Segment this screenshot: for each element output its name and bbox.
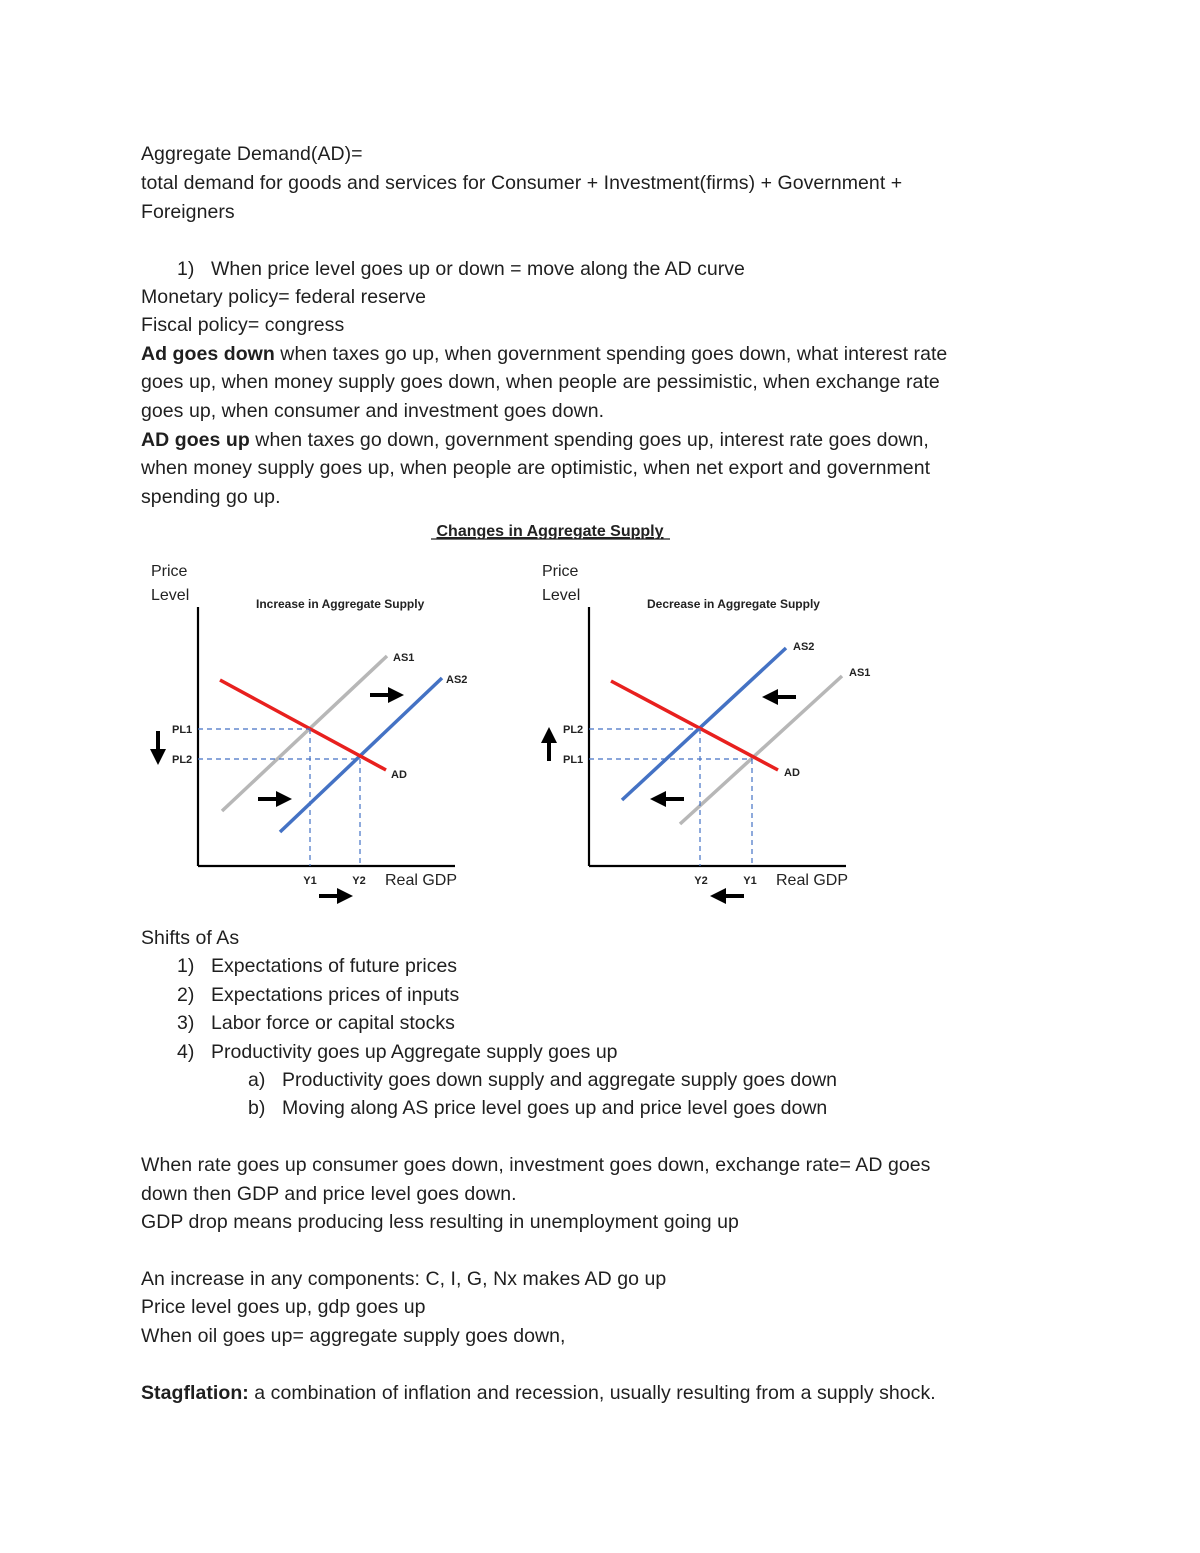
ad-down-heading: Ad goes down (141, 343, 275, 365)
stagflation-text: a combination of inflation and recession, usually resulting from a supply shock. (248, 1382, 936, 1404)
stagflation-line (141, 1379, 936, 1408)
shifts-number: 3) (177, 1012, 195, 1034)
right-as2-label: AS2 (793, 641, 815, 653)
ad-up-line-2: when money supply goes up, when people are optimistic, when net export and government (141, 457, 931, 479)
monetary-policy-line: Monetary policy= federal reserve (141, 286, 427, 308)
right-subtitle: Decrease in Aggregate Supply (647, 597, 820, 611)
left-pl-bottom-label: PL2 (172, 754, 193, 766)
right-ad-curve (611, 681, 778, 770)
shifts-sub-item: Moving along AS price level goes up and price level goes down (282, 1097, 828, 1119)
right-as1-curve (680, 676, 842, 824)
decrease-supply-diagram (542, 563, 870, 896)
intro-line-3: Foreigners (141, 201, 235, 223)
left-as1-label: AS1 (393, 652, 415, 664)
rate-line-2: down then GDP and price level goes down. (141, 1183, 517, 1205)
right-y-right-label: Y1 (743, 875, 757, 887)
components-line-1: An increase in any components: C, I, G, Nx makes AD go up (141, 1268, 667, 1290)
shifts-number: 1) (177, 955, 195, 977)
list-item: When price level goes up or down = move along the AD curve (211, 258, 745, 280)
rate-line-1: When rate goes up consumer goes down, investment goes down, exchange rate= AD goes (141, 1154, 931, 1176)
shifts-item: Productivity goes up Aggregate supply goes up (211, 1041, 618, 1063)
ad-down-text: when taxes go up, when government spending goes down, what interest rate (274, 343, 948, 365)
left-subtitle: Increase in Aggregate Supply (256, 597, 425, 611)
intro-line-2: total demand for goods and services for Consumer + Investment(firms) + Government + (141, 172, 903, 194)
right-as2-curve (622, 648, 786, 800)
right-ylabel-price: Price (542, 563, 579, 580)
shifts-item: Expectations of future prices (211, 955, 458, 977)
fiscal-policy-line: Fiscal policy= congress (141, 314, 345, 336)
intro-line-1: Aggregate Demand(AD)= (141, 143, 363, 165)
ad-up-line-1 (141, 426, 929, 455)
ad-down-line-1 (141, 340, 947, 369)
shifts-sub-item: Productivity goes down supply and aggregate supply goes down (282, 1069, 838, 1091)
left-ad-curve (220, 680, 386, 770)
aggregate-supply-diagrams (130, 512, 890, 912)
stagflation-heading: Stagflation: (141, 1382, 249, 1404)
components-line-2: Price level goes up, gdp goes up (141, 1296, 426, 1318)
left-as1-curve (222, 656, 387, 811)
right-y-left-label: Y2 (694, 875, 708, 887)
right-xlabel: Real GDP (776, 872, 849, 889)
right-pl-top-label: PL2 (563, 724, 584, 736)
ad-up-line-3: spending go up. (141, 486, 281, 508)
right-as1-label: AS1 (849, 667, 871, 679)
left-ylabel-price: Price (151, 563, 188, 580)
figure-title: Changes in Aggregate Supply (436, 523, 664, 540)
left-ylabel-level: Level (151, 587, 190, 604)
right-ylabel-level: Level (542, 587, 581, 604)
left-pl-top-label: PL1 (172, 724, 193, 736)
left-y-left-label: Y1 (303, 875, 317, 887)
shifts-number: 2) (177, 984, 195, 1006)
list-number: 1) (177, 258, 195, 280)
increase-supply-diagram (151, 563, 467, 896)
ad-up-text: when taxes go down, government spending goes up, interest rate goes down, (249, 429, 929, 451)
left-xlabel: Real GDP (385, 872, 458, 889)
shifts-title: Shifts of As (141, 927, 240, 949)
aggregate-supply-figure (130, 512, 890, 912)
right-ad-label: AD (784, 767, 800, 779)
components-line-3: When oil goes up= aggregate supply goes down, (141, 1325, 566, 1347)
shifts-item: Labor force or capital stocks (211, 1012, 455, 1034)
ad-up-heading: AD goes up (141, 429, 250, 451)
left-y-right-label: Y2 (352, 875, 366, 887)
shifts-sub-letter: a) (248, 1069, 266, 1091)
ad-down-line-3: goes up, when consumer and investment goes down. (141, 400, 605, 422)
left-ad-label: AD (391, 769, 407, 781)
ad-down-line-2: goes up, when money supply goes down, when people are pessimistic, when exchange rate (141, 371, 940, 393)
shifts-number: 4) (177, 1041, 195, 1063)
shifts-item: Expectations prices of inputs (211, 984, 460, 1006)
rate-line-3: GDP drop means producing less resulting in unemployment going up (141, 1211, 739, 1233)
shifts-sub-letter: b) (248, 1097, 266, 1119)
right-pl-bottom-label: PL1 (563, 754, 584, 766)
left-as2-label: AS2 (446, 674, 468, 686)
